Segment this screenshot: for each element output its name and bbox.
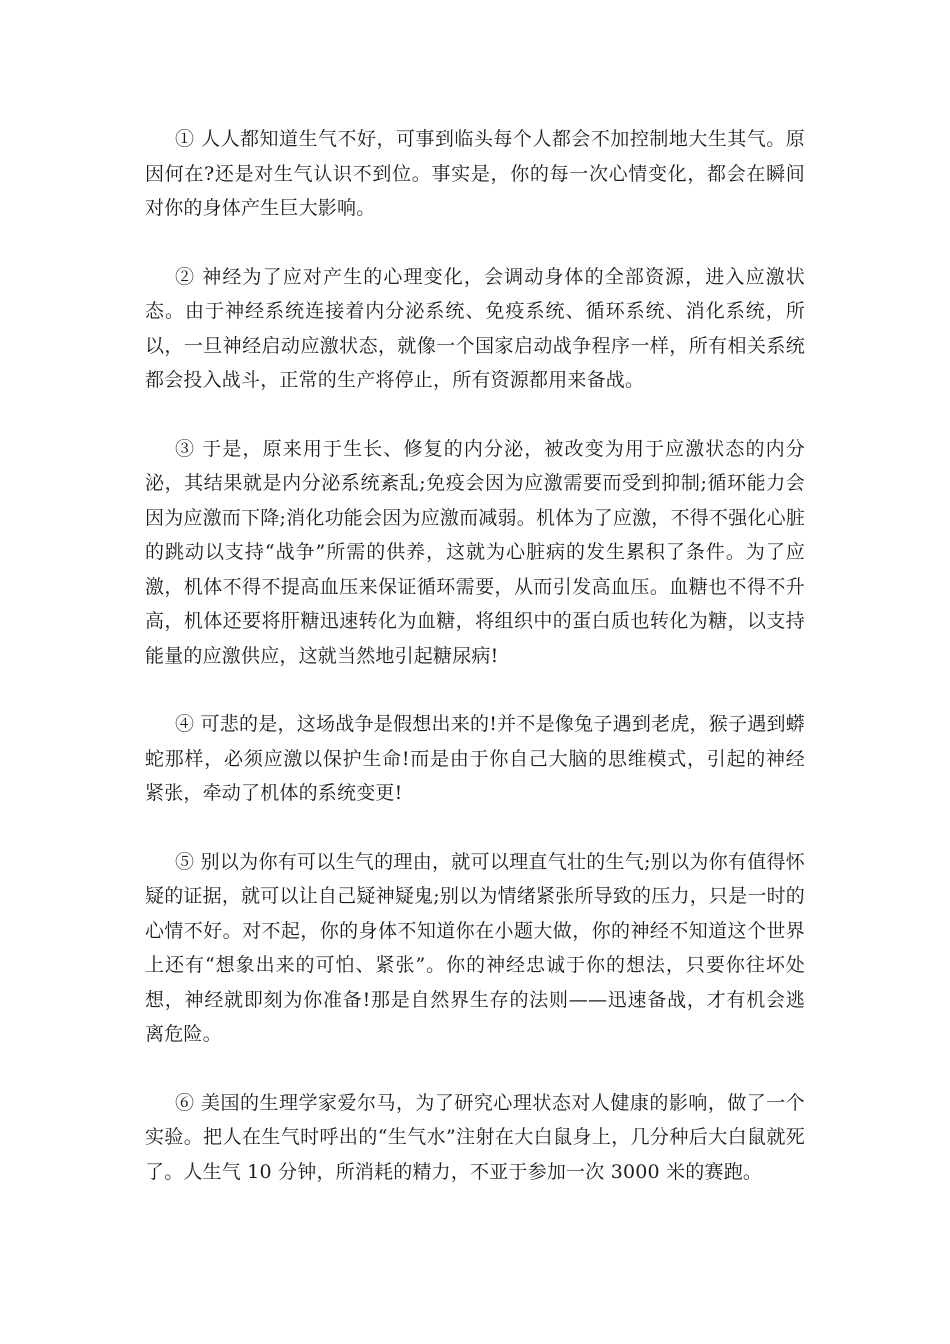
paragraph-2: ② 神经为了应对产生的心理变化，会调动身体的全部资源，进入应激状态。由于神经系统连接着内分泌系统、免疫系统、循环系统、消化系统，所以，一旦神经启动应激状态，就像一个国家启动战争程序一样，所有相关系统都会投入战斗，正常的生产将停止，所有资源都用来备战。 bbox=[145, 265, 805, 391]
paragraph-3: ③ 于是，原来用于生长、修复的内分泌，被改变为用于应激状态的内分泌，其结果就是内分泌系统紊乱;免疫会因为应激需要而受到抑制;循环能力会因为应激而下降;消化功能会因为应激而减弱。机体为了应激，不得不强化心脏的跳动以支持“战争”所需的供养，这就为心脏病的发生累积了条件。为了应激，机体不得不提高血压来保证循环需要，从而引发高血压。血糖也不得不升高，机体还要将肝糖迅速转化为血糖，将组织中的蛋白质也转化为糖，以支持能量的应激供应，这就当然地引起糖尿病! bbox=[145, 437, 805, 667]
paragraph-1: ① 人人都知道生气不好，可事到临头每个人都会不加控制地大生其气。原因何在?还是对生气认识不到位。事实是，你的每一次心情变化，都会在瞬间对你的身体产生巨大影响。 bbox=[145, 128, 805, 219]
paragraph-4: ④ 可悲的是，这场战争是假想出来的!并不是像兔子遇到老虎，猴子遇到蟒蛇那样，必须应激以保护生命!而是由于你自己大脑的思维模式，引起的神经紧张，牵动了机体的系统变更! bbox=[145, 713, 805, 804]
paragraph-6: ⑥ 美国的生理学家爱尔马，为了研究心理状态对人健康的影响，做了一个实验。把人在生气时呼出的“生气水”注射在大白鼠身上，几分种后大白鼠就死了。人生气 10 分钟，所消耗的精力，不亚于参加一次 3000 米的赛跑。 bbox=[145, 1091, 805, 1183]
paragraph-5: ⑤ 别以为你有可以生气的理由，就可以理直气壮的生气;别以为你有值得怀疑的证据，就可以让自己疑神疑鬼;别以为情绪紧张所导致的压力，只是一时的心情不好。对不起，你的身体不知道你在小题大做，你的神经不知道这个世界上还有“想象出来的可怕、紧张”。你的神经忠诚于你的想法，只要你往坏处想，神经就即刻为你准备!那是自然界生存的法则——迅速备战，才有机会逃离危险。 bbox=[145, 850, 805, 1045]
document-body bbox=[145, 122, 805, 1223]
